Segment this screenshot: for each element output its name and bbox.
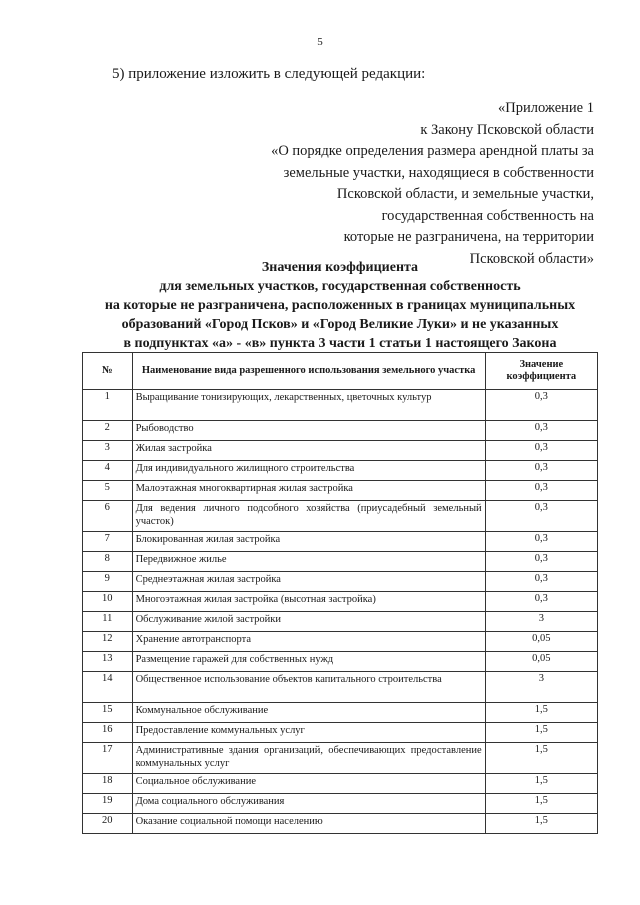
appendix-line: Псковской области» xyxy=(469,250,594,267)
row-name: Хранение автотранспорта xyxy=(132,632,485,652)
row-value: 3 xyxy=(485,612,597,632)
row-value: 0,3 xyxy=(485,501,597,532)
row-value: 0,3 xyxy=(485,572,597,592)
row-name: Социальное обслуживание xyxy=(132,774,485,794)
row-name: Коммунальное обслуживание xyxy=(132,703,485,723)
row-name: Дома социального обслуживания xyxy=(132,794,485,814)
table-row xyxy=(83,743,598,774)
table-row xyxy=(83,703,598,723)
title-line: на которые не разграничена, расположенных в границах муниципальных xyxy=(104,298,576,313)
row-num: 20 xyxy=(83,814,133,834)
table-row xyxy=(83,774,598,794)
row-num: 2 xyxy=(83,421,133,441)
appendix-line: государственная собственность на xyxy=(381,207,594,224)
row-value: 0,3 xyxy=(485,552,597,572)
row-name: Блокированная жилая застройка xyxy=(132,532,485,552)
row-num: 13 xyxy=(83,652,133,672)
row-name: Оказание социальной помощи населению xyxy=(132,814,485,834)
table-row xyxy=(83,652,598,672)
row-value: 0,05 xyxy=(485,652,597,672)
row-num: 3 xyxy=(83,441,133,461)
appendix-line: которые не разграничена, на территории xyxy=(343,229,594,245)
row-num: 16 xyxy=(83,723,133,743)
title-line: образований «Город Псков» и «Город Великие Луки» и не указанных xyxy=(121,317,559,332)
appendix-line: земельные участки, находящиеся в собственности xyxy=(283,164,594,181)
page-number: 5 xyxy=(317,36,323,48)
row-num: 1 xyxy=(83,390,133,421)
row-num: 8 xyxy=(83,552,133,572)
row-num: 9 xyxy=(83,572,133,592)
table-row xyxy=(83,501,598,532)
row-name: Рыбоводство xyxy=(132,421,485,441)
row-value: 0,3 xyxy=(485,441,597,461)
table-row xyxy=(83,532,598,552)
row-name: Выращивание тонизирующих, лекарственных, цветочных культур xyxy=(132,390,485,421)
row-value: 1,5 xyxy=(485,723,597,743)
row-name: Для индивидуального жилищного строительства xyxy=(132,461,485,481)
table-row xyxy=(83,461,598,481)
row-num: 19 xyxy=(83,794,133,814)
row-value: 1,5 xyxy=(485,703,597,723)
table-title xyxy=(60,258,620,353)
appendix-line: «О порядке определения размера арендной платы за xyxy=(271,143,594,159)
table-row xyxy=(83,572,598,592)
table-row xyxy=(83,421,598,441)
row-value: 0,3 xyxy=(485,390,597,421)
row-name: Административные здания организаций, обеспечивающих предоставление коммунальных услуг xyxy=(132,743,485,774)
coefficient-table xyxy=(82,352,598,834)
row-num: 11 xyxy=(83,612,133,632)
table-row xyxy=(83,390,598,421)
row-num: 6 xyxy=(83,501,133,532)
row-value: 0,3 xyxy=(485,592,597,612)
row-value: 0,3 xyxy=(485,481,597,501)
row-num: 10 xyxy=(83,592,133,612)
title-line: для земельных участков, государственная собственность xyxy=(159,279,521,294)
header-name: Наименование вида разрешенного использования земельного участка xyxy=(132,353,485,390)
row-value: 0,3 xyxy=(485,461,597,481)
title-line: в подпунктах «а» - «в» пункта 3 части 1 статьи 1 настоящего Закона xyxy=(123,336,557,351)
row-num: 18 xyxy=(83,774,133,794)
row-value: 0,3 xyxy=(485,532,597,552)
intro-text: 5) приложение изложить в следующей редакции: xyxy=(112,66,426,82)
row-num: 5 xyxy=(83,481,133,501)
row-name: Многоэтажная жилая застройка (высотная застройка) xyxy=(132,592,485,612)
table-row xyxy=(83,632,598,652)
row-name: Малоэтажная многоквартирная жилая застройка xyxy=(132,481,485,501)
row-name: Обслуживание жилой застройки xyxy=(132,612,485,632)
table-row xyxy=(83,672,598,703)
row-name: Размещение гаражей для собственных нужд xyxy=(132,652,485,672)
table-row xyxy=(83,481,598,501)
table-row xyxy=(83,441,598,461)
table-row xyxy=(83,794,598,814)
title-line: Значения коэффициента xyxy=(261,260,419,275)
row-num: 7 xyxy=(83,532,133,552)
row-num: 4 xyxy=(83,461,133,481)
appendix-line: Псковской области, и земельные участки, xyxy=(336,186,594,202)
row-value: 1,5 xyxy=(485,743,597,774)
table-row xyxy=(83,592,598,612)
row-num: 15 xyxy=(83,703,133,723)
row-num: 12 xyxy=(83,632,133,652)
row-name: Общественное использование объектов капитального строительства xyxy=(132,672,485,703)
row-value: 1,5 xyxy=(485,814,597,834)
table-row xyxy=(83,814,598,834)
row-name: Жилая застройка xyxy=(132,441,485,461)
table-row xyxy=(83,552,598,572)
header-num: № xyxy=(83,353,133,390)
row-name: Среднеэтажная жилая застройка xyxy=(132,572,485,592)
row-num: 14 xyxy=(83,672,133,703)
row-value: 3 xyxy=(485,672,597,703)
row-value: 0,3 xyxy=(485,421,597,441)
row-num: 17 xyxy=(83,743,133,774)
row-value: 1,5 xyxy=(485,774,597,794)
header-value: Значение коэффициента xyxy=(485,353,597,390)
table-header-row xyxy=(83,353,598,390)
row-name: Предоставление коммунальных услуг xyxy=(132,723,485,743)
table-row xyxy=(83,612,598,632)
row-value: 1,5 xyxy=(485,794,597,814)
appendix-line: к Закону Псковской области xyxy=(420,121,594,138)
row-value: 0,05 xyxy=(485,632,597,652)
appendix-reference xyxy=(214,98,594,270)
row-name: Для ведения личного подсобного хозяйства (приусадебный земельный участок) xyxy=(132,501,485,532)
appendix-line: «Приложение 1 xyxy=(498,100,594,116)
table-row xyxy=(83,723,598,743)
row-name: Передвижное жилье xyxy=(132,552,485,572)
